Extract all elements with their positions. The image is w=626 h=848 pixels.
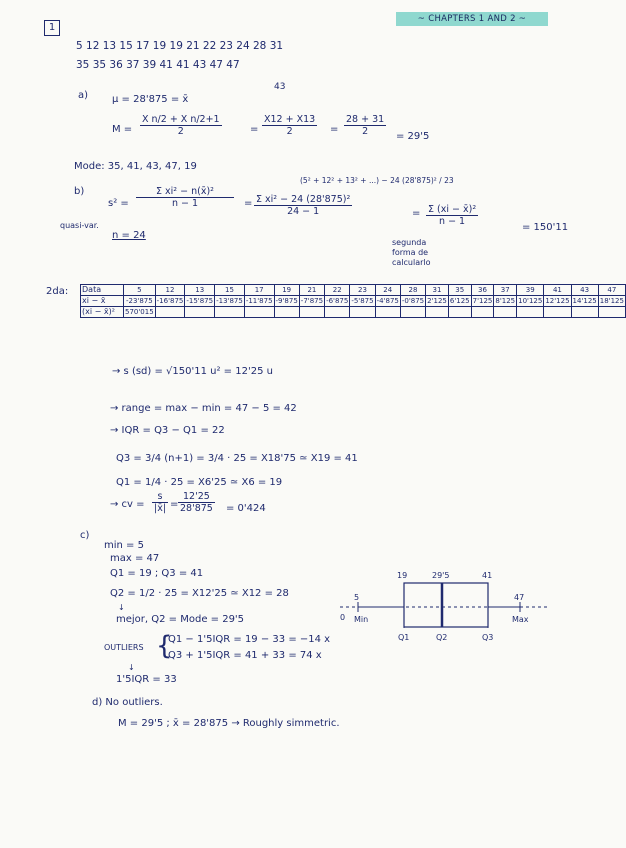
iqr15-line: 1'5IQR = 33	[116, 674, 177, 685]
median-frac-1-num: X n/2 + X n/2+1	[142, 114, 220, 125]
q3-line: Q3 = 3/4 (n+1) = 3/4 · 25 = X18'75 ≃ X19 = 41	[116, 453, 358, 464]
outliers-label: OUTLIERS	[104, 643, 144, 652]
table-cell: 570'015	[125, 308, 154, 316]
table-cell: 8'125	[495, 297, 516, 305]
data-row-1: 5 12 13 15 17 19 19 21 22 23 24 28 31	[76, 40, 284, 52]
variance-result: = 150'11	[522, 222, 569, 233]
box-q2-lab: Q2	[436, 633, 448, 642]
cv-frac-2-den: 28'875	[180, 503, 213, 514]
eq-sign-4: =	[412, 208, 421, 219]
box-q3-lab: Q3	[482, 633, 494, 642]
outlier-low: Q1 − 1'5IQR = 19 − 33 = −14 x	[168, 634, 331, 645]
median-frac-3-num: 28 + 31	[346, 114, 385, 125]
table-cell: -15'875	[186, 297, 214, 305]
table-cell: 6'125	[449, 297, 470, 305]
box-min-lab: Min	[354, 615, 369, 624]
cv-prefix: → cv =	[110, 499, 145, 510]
var-frac-3-den: n − 1	[439, 216, 466, 227]
median-result: = 29'5	[396, 131, 430, 142]
table-cell: 35	[448, 285, 471, 296]
table-cell: 37	[494, 285, 517, 296]
table-cell: 2'125	[427, 297, 447, 305]
data-extra: 43	[274, 82, 286, 92]
cv-frac-2-num: 12'25	[178, 491, 215, 503]
cv-frac-1-num: s	[152, 491, 168, 503]
table-cell: -13'875	[216, 297, 243, 305]
median-frac-3-den: 2	[362, 126, 369, 137]
second-way-2: forma de	[392, 248, 429, 257]
eq-sign-3: =	[244, 198, 253, 209]
table-cell: -5'875	[351, 297, 374, 305]
table-cell: 12'125	[545, 297, 570, 305]
mode-line: Mode: 35, 41, 43, 47, 19	[74, 161, 197, 172]
table-cell: -7'875	[300, 297, 324, 305]
part-d-label: d) No outliers.	[92, 697, 163, 708]
table-cell: 22	[325, 285, 350, 296]
table-cell: 5	[124, 285, 156, 296]
table-cell: 39	[517, 285, 544, 296]
iqr-line: → IQR = Q3 − Q1 = 22	[110, 425, 225, 436]
eq-sign: =	[250, 124, 259, 135]
eq-sign-2: =	[330, 124, 339, 135]
table-cell: 31	[426, 285, 449, 296]
arrow-down-2: ↓	[128, 663, 135, 672]
table-cell: 13	[185, 285, 215, 296]
boxplot-box	[404, 583, 488, 627]
var-frac-1-den: n − 1	[171, 198, 199, 209]
second-way-3: calcularlo	[392, 258, 431, 267]
table-cell: 24	[375, 285, 400, 296]
n-value: n = 24	[112, 230, 146, 241]
chapter-header: ~ CHAPTERS 1 AND 2 ~	[396, 12, 548, 26]
median-frac-2-den: 2	[286, 126, 293, 137]
table-cell: 41	[544, 285, 571, 296]
part-a-label: a)	[78, 90, 89, 101]
brace-icon: {	[156, 631, 173, 661]
table-cell: 21	[299, 285, 324, 296]
variance-top-note: (5² + 12² + 13² + ...) − 24 (28'875)² / 23	[300, 176, 454, 185]
box-label-q3: 41	[482, 571, 493, 580]
sd-line: → s (sd) = √150'11 u² = 12'25 u	[112, 366, 273, 377]
cv-result: = 0'424	[226, 503, 266, 514]
table-cell: 23	[350, 285, 375, 296]
median-frac-2-num: X12 + X13	[264, 114, 316, 125]
problem-number: 1	[44, 20, 60, 36]
better-line: mejor, Q2 = Mode = 29'5	[116, 614, 245, 625]
eq-sign-5: =	[170, 499, 179, 510]
s2-prefix: s² =	[108, 198, 129, 209]
table-cell: -23'875	[124, 296, 156, 307]
table-cell: -11'875	[245, 297, 273, 305]
table-cell: 19	[274, 285, 299, 296]
median-frac-1-den: 2	[177, 126, 184, 137]
row-label: xi − x̄	[81, 296, 124, 307]
part-d-line: M = 29'5 ; x̄ = 28'875 → Roughly simmetric.	[118, 718, 340, 729]
table-cell: 10'125	[518, 297, 543, 305]
box-max-lab: Max	[512, 615, 529, 624]
cv-frac-1-den: |x̄|	[154, 503, 167, 514]
box-label-q2: 29'5	[432, 571, 450, 580]
mean-line: μ = 28'875 = x̄	[112, 94, 189, 105]
data-row-2: 35 35 36 37 39 41 41 43 47 47	[76, 59, 240, 71]
min-line: min = 5	[104, 540, 144, 551]
var-frac-2-num: Σ xi² − 24 (28'875)²	[256, 194, 351, 205]
arrow-down: ↓	[118, 603, 125, 612]
table-cell: -0'875	[401, 297, 425, 305]
table-cell: 17	[244, 285, 274, 296]
box-max-val: 47	[514, 593, 525, 602]
range-line: → range = max − min = 47 − 5 = 42	[110, 403, 297, 414]
box-label-q1: 19	[397, 571, 408, 580]
second-way-1: segunda	[392, 238, 427, 247]
table-cell	[598, 307, 625, 318]
table-cell: -6'875	[326, 297, 349, 305]
table-cell: -4'875	[376, 297, 399, 305]
quartiles-line: Q1 = 19 ; Q3 = 41	[110, 568, 204, 579]
box-zero: 0	[340, 613, 346, 622]
row-label: (xi − x̄)²	[81, 307, 124, 318]
table-cell: 36	[471, 285, 494, 296]
table-cell: 14'125	[572, 297, 597, 305]
table-cell: 12	[155, 285, 185, 296]
box-q1-lab: Q1	[398, 633, 410, 642]
part-c-label: c)	[80, 530, 90, 541]
table-cell: -16'875	[156, 297, 184, 305]
q2-line: Q2 = 1/2 · 25 = X12'25 ≃ X12 = 28	[110, 588, 289, 599]
var-frac-2-den: 24 − 1	[287, 206, 320, 217]
part-b-label: b)	[74, 186, 85, 197]
table-cell: 18'125	[599, 297, 624, 305]
var-frac-1-num: Σ xi² − n(x̄)²	[136, 186, 234, 198]
row-label: Data	[81, 285, 124, 296]
median-prefix: M =	[112, 124, 133, 135]
box-min-val: 5	[354, 593, 360, 602]
table-cell: 28	[400, 285, 425, 296]
table-cell: 43	[571, 285, 598, 296]
max-line: max = 47	[110, 553, 160, 564]
zda-label: 2da:	[46, 286, 69, 297]
table-cell: -9'875	[275, 297, 298, 305]
var-frac-3-num: Σ (xi − x̄)²	[428, 204, 477, 215]
quasi-var-label: quasi-var.	[60, 221, 99, 230]
table-cell: 15	[215, 285, 245, 296]
table-cell: 7'125	[472, 297, 493, 305]
table-cell: 47	[598, 285, 625, 296]
q1-line: Q1 = 1/4 · 25 = X6'25 ≃ X6 = 19	[116, 477, 283, 488]
outlier-high: Q3 + 1'5IQR = 41 + 33 = 74 x	[168, 650, 322, 661]
